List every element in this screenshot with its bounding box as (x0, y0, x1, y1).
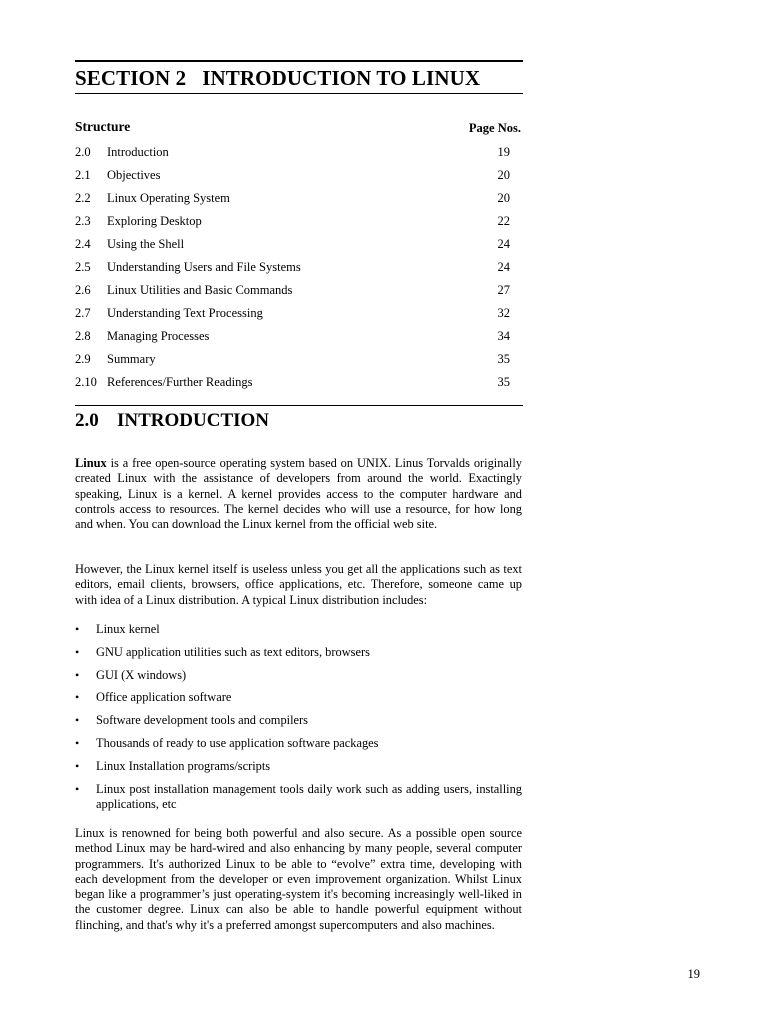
introduction-heading (75, 410, 269, 432)
introduction-heading-number: 2.0 (75, 410, 99, 431)
toc-num: 2.2 (75, 191, 91, 205)
bullet-icon: • (75, 622, 80, 636)
toc-page: 24 (497, 237, 510, 251)
list-item (75, 736, 522, 751)
bullet-icon: • (75, 713, 80, 728)
toc-row (75, 166, 521, 189)
bullet-text: Linux post installation management tools daily work such as adding users, installing applications, etc (96, 781, 522, 811)
bullet-icon: • (75, 690, 80, 705)
toc-title: Linux Utilities and Basic Commands (107, 283, 293, 297)
introduction-rule (75, 405, 523, 406)
list-item (75, 622, 522, 637)
toc-num: 2.5 (75, 260, 91, 274)
toc-title: Managing Processes (107, 329, 210, 343)
top-rule (75, 60, 523, 62)
toc-title: Linux Operating System (107, 191, 230, 205)
toc-title: Introduction (107, 145, 169, 159)
bullet-icon: • (75, 735, 80, 750)
distribution-bullet-list (75, 622, 522, 820)
toc-num: 2.1 (75, 168, 91, 182)
toc-num: 2.6 (75, 283, 91, 297)
toc-page: 22 (497, 214, 510, 228)
list-item (75, 713, 522, 728)
bullet-icon: • (75, 644, 80, 659)
toc-num: 2.10 (75, 375, 97, 389)
toc-num: 2.7 (75, 306, 91, 320)
toc-num: 2.9 (75, 352, 91, 366)
bullet-text: GNU application utilities such as text editors, browsers (96, 644, 370, 659)
bullet-text: Linux kernel (96, 622, 160, 636)
bullet-icon: • (75, 781, 80, 796)
structure-header (75, 119, 521, 135)
section-title: SECTION 2 INTRODUCTION TO LINUX (75, 66, 481, 90)
toc-page: 20 (497, 168, 510, 182)
toc-title: Exploring Desktop (107, 214, 202, 228)
toc-row (75, 373, 521, 396)
toc-row (75, 189, 521, 212)
page-number: 19 (687, 967, 700, 981)
introduction-heading-text: INTRODUCTION (117, 410, 270, 431)
paragraph-1-text: is a free open-source operating system based on UNIX. Linus Torvalds originally created Linux with the assistance of developers from around the world. Exactingly speaking, Linux is a kernel. A kernel provides access to the computer hardware and controls access to resources. The kernel decides who will use a resource, for how long and when. You can download the Linux kernel from the official web site. (75, 456, 522, 532)
toc-row (75, 212, 521, 235)
toc-page: 32 (497, 306, 510, 320)
bullet-text: Office application software (96, 690, 232, 705)
toc-page: 27 (497, 283, 510, 297)
introduction-paragraph-2: However, the Linux kernel itself is useless unless you get all the applications such as text editors, email clients, browsers, office applications, etc. Therefore, someone came up with idea of a Linux distribution. A typical Linux distribution includes: (75, 562, 522, 607)
title-rule (75, 93, 523, 94)
toc-num: 2.8 (75, 329, 91, 343)
list-item (75, 782, 522, 813)
list-item (75, 759, 522, 774)
bullet-text: Thousands of ready to use application software packages (96, 735, 379, 750)
toc-title: Understanding Users and File Systems (107, 260, 301, 274)
toc-row (75, 143, 521, 166)
linux-bold-term: Linux (75, 456, 107, 470)
table-of-contents (75, 143, 521, 396)
toc-page: 20 (497, 191, 510, 205)
toc-title: Objectives (107, 168, 161, 182)
toc-row (75, 304, 521, 327)
bullet-text: Linux Installation programs/scripts (96, 758, 271, 773)
toc-title: References/Further Readings (107, 375, 253, 389)
toc-num: 2.0 (75, 145, 91, 159)
introduction-paragraph-1 (75, 456, 522, 532)
introduction-paragraph-3: Linux is renowned for being both powerful and also secure. As a possible open source method Linux may be hard-wired and also enhancing by many people, several computer programmers. It's authorized Linux to be able to “evolve” extra time, developing with each development from the developer or even improvement organization. Whilst Linux began like a programmer’s just operating-system it's becoming increasingly well-liked in the customer degree. Linux can also be able to handle powerful equipment without flinching, and that's why it's a preferred amongst supercomputers and also machines. (75, 826, 522, 932)
toc-page: 34 (497, 329, 510, 343)
toc-num: 2.3 (75, 214, 91, 228)
toc-title: Summary (107, 352, 156, 366)
bullet-icon: • (75, 667, 80, 682)
toc-num: 2.4 (75, 237, 91, 251)
bullet-icon: • (75, 758, 80, 773)
toc-page: 35 (497, 352, 510, 366)
list-item (75, 668, 522, 683)
toc-row (75, 327, 521, 350)
toc-page: 35 (497, 375, 510, 389)
toc-row (75, 350, 521, 373)
bullet-text: Software development tools and compilers (96, 713, 308, 728)
toc-title: Using the Shell (107, 237, 185, 251)
toc-row (75, 281, 521, 304)
toc-title: Understanding Text Processing (107, 306, 263, 320)
bullet-text: GUI (X windows) (96, 667, 187, 682)
page-nos-label: Page Nos. (468, 121, 521, 135)
structure-label: Structure (75, 119, 131, 134)
list-item (75, 645, 522, 660)
toc-row (75, 258, 521, 281)
toc-row (75, 235, 521, 258)
list-item (75, 690, 522, 705)
toc-page: 19 (497, 145, 510, 159)
toc-page: 24 (497, 260, 510, 274)
